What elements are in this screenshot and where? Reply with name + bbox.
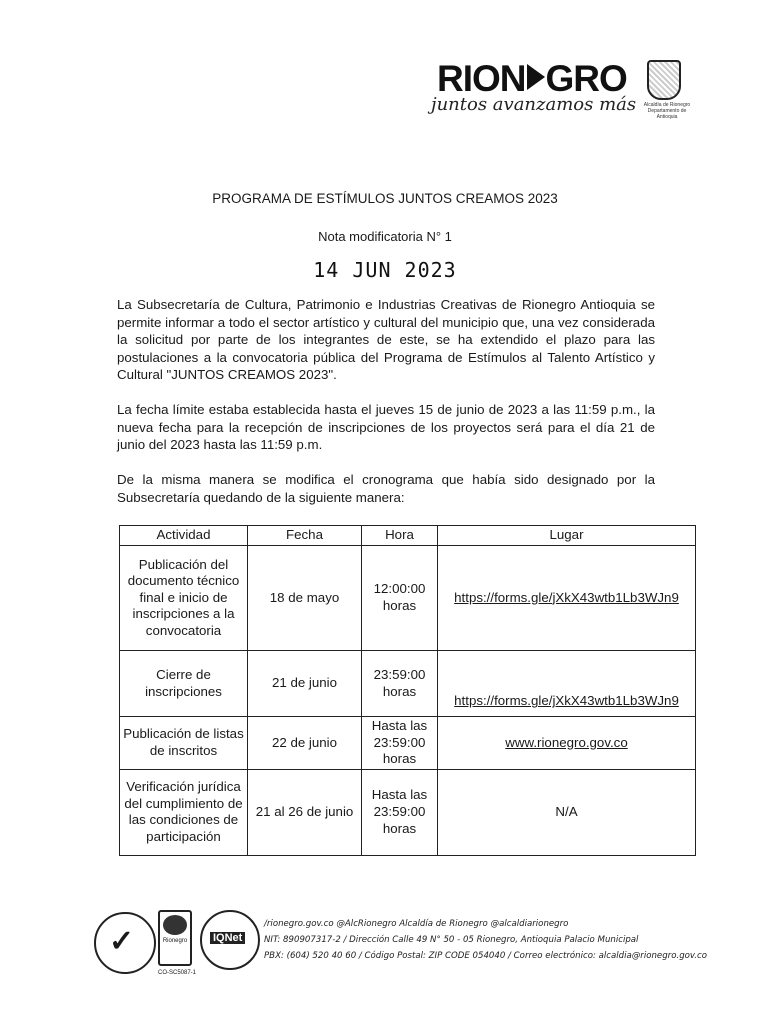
municipal-seal-icon <box>647 60 681 100</box>
column-header: Hora <box>362 526 438 546</box>
cell-hora: Hasta las 23:59:00 horas <box>362 717 438 770</box>
social-links-line[interactable]: /rionegro.gov.co @AlcRionegro Alcaldía de Rionegro @alcaldiarionegro <box>264 919 569 929</box>
check-icon: ✓ <box>109 925 135 958</box>
cell-lugar <box>438 717 696 770</box>
cell-fecha: 21 al 26 de junio <box>248 769 362 855</box>
contact-info <box>264 916 707 964</box>
table-row <box>120 651 696 717</box>
paragraph-intro: La Subsecretaría de Cultura, Patrimonio e Industrias Creativas de Rionegro Antioquia se permite informar a todo el sector artístico y cultural del municipio que, una vez considerada la solicitud por parte de los integrantes de este, se ha extendido el plazo para las postulaciones a la convocatoria pública del Programa de Estímulos al Talento Artístico y Cultural "JUNTOS CREAMOS 2023". <box>117 297 655 383</box>
iqnet-label: IQNet <box>210 932 245 944</box>
address-line: NIT: 890907317-2 / Dirección Calle 49 N° 50 - 05 Rionegro, Antioquia Palacio Municipal <box>264 935 639 945</box>
table-row <box>120 717 696 770</box>
brand-part2: GRO <box>545 58 627 99</box>
paragraph-schedule-intro: De la misma manera se modifica el cronograma que había sido designado por la Subsecretaría quedando de la siguiente manera: <box>117 472 655 505</box>
slogan: juntos avanzamos más <box>431 94 637 115</box>
quality-badge-icon <box>158 910 197 976</box>
column-header: Fecha <box>248 526 362 546</box>
date-stamp: 14 JUN 2023 <box>313 258 457 282</box>
header-logo <box>425 58 700 128</box>
cell-lugar: N/A <box>438 769 696 855</box>
seal-caption: Alcaldía de Rionegro Departamento de Antioquia <box>643 102 691 120</box>
cell-hora: 12:00:00 horas <box>362 546 438 651</box>
phone-email-line: PBX: (604) 520 40 60 / Código Postal: ZIP CODE 054040 / Correo electrónico: alcaldia@rionegro.gov.co <box>264 951 708 961</box>
badge-code: CO-SC5087-1 <box>158 970 197 976</box>
cell-actividad: Publicación del documento técnico final e inicio de inscripciones a la convocatoria <box>120 546 248 651</box>
cell-fecha: 22 de junio <box>248 717 362 770</box>
column-header: Actividad <box>120 526 248 546</box>
cell-fecha: 18 de mayo <box>248 546 362 651</box>
badge-label: Rionegro <box>162 938 188 944</box>
cell-actividad: Publicación de listas de inscritos <box>120 717 248 770</box>
iqnet-seal-icon <box>200 910 260 970</box>
cell-fecha: 21 de junio <box>248 651 362 717</box>
table-row <box>120 769 696 855</box>
forms-link[interactable]: https://forms.gle/jXkX43wtb1Lb3WJn9 <box>454 589 679 605</box>
badge-emblem-icon <box>163 915 187 935</box>
cell-lugar <box>438 546 696 651</box>
cell-hora: Hasta las 23:59:00 horas <box>362 769 438 855</box>
certification-seal-icon <box>94 912 156 974</box>
play-arrow-icon <box>527 64 545 90</box>
website-link[interactable]: www.rionegro.gov.co <box>505 734 628 750</box>
brand-part1: RION <box>437 58 526 99</box>
forms-link[interactable]: https://forms.gle/jXkX43wtb1Lb3WJn9 <box>454 693 679 709</box>
table-row <box>120 546 696 651</box>
schedule-table <box>119 525 696 856</box>
cell-actividad: Cierre de inscripciones <box>120 651 248 717</box>
document-subtitle: Nota modificatoria N° 1 <box>318 229 452 244</box>
paragraph-deadline: La fecha límite estaba establecida hasta el jueves 15 de junio de 2023 a las 11:59 p.m., la nueva fecha para la recepción de inscripciones de los proyectos será para el día 21 de junio del 2023 hasta las 11:59 p.m. <box>117 402 655 453</box>
cell-actividad: Verificación jurídica del cumplimiento de las condiciones de participación <box>120 769 248 855</box>
cell-lugar <box>438 651 696 717</box>
column-header: Lugar <box>438 526 696 546</box>
document-title: PROGRAMA DE ESTÍMULOS JUNTOS CREAMOS 2023 <box>212 191 558 206</box>
footer <box>94 910 714 980</box>
cell-hora: 23:59:00 horas <box>362 651 438 717</box>
table-header-row <box>120 526 696 546</box>
